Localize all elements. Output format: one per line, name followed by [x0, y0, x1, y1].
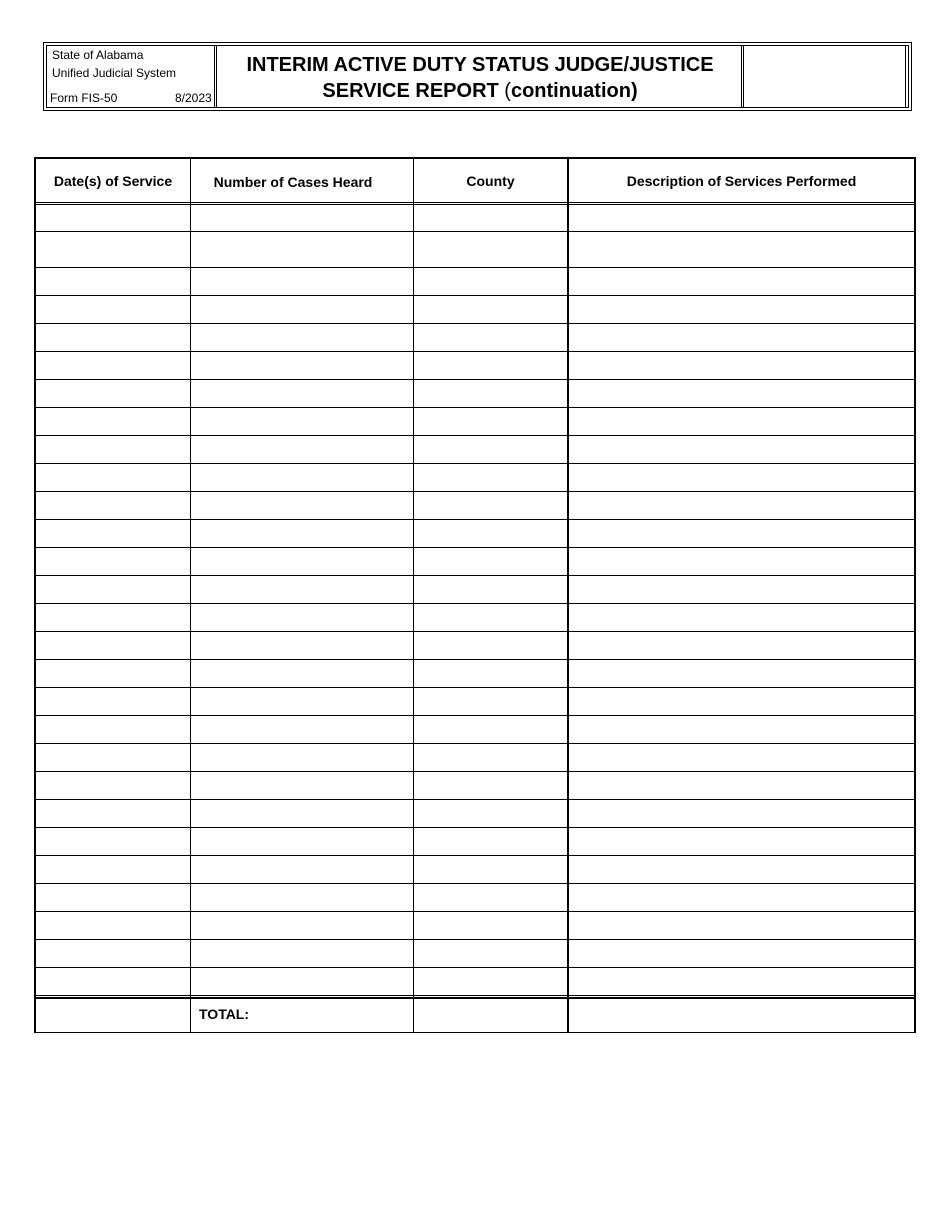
date-input-cell[interactable] [38, 604, 190, 630]
table-row [36, 828, 914, 854]
table-row [36, 856, 914, 882]
date-input-cell[interactable] [38, 688, 190, 714]
cases-input-cell[interactable] [193, 464, 412, 490]
cases-input-cell[interactable] [193, 688, 412, 714]
date-input-cell[interactable] [38, 800, 190, 826]
date-input-cell[interactable] [38, 296, 190, 322]
county-input-cell[interactable] [416, 912, 566, 938]
description-input-cell[interactable] [570, 856, 913, 882]
date-input-cell[interactable] [38, 828, 190, 854]
table-row [36, 436, 914, 462]
cases-input-cell[interactable] [193, 632, 412, 658]
county-input-cell[interactable] [416, 352, 566, 378]
date-input-cell[interactable] [38, 968, 190, 994]
description-input-cell[interactable] [570, 520, 913, 546]
county-input-cell[interactable] [416, 772, 566, 798]
county-input-cell[interactable] [416, 324, 566, 350]
cases-input-cell[interactable] [193, 408, 412, 434]
table-row [36, 206, 914, 230]
date-input-cell[interactable] [38, 492, 190, 518]
table-row [36, 800, 914, 826]
description-input-cell[interactable] [570, 352, 913, 378]
cases-input-cell[interactable] [193, 206, 412, 230]
county-input-cell[interactable] [416, 548, 566, 574]
county-input-cell[interactable] [416, 296, 566, 322]
cases-input-cell[interactable] [193, 856, 412, 882]
date-input-cell[interactable] [38, 660, 190, 686]
description-input-cell[interactable] [570, 548, 913, 574]
date-input-cell[interactable] [38, 940, 190, 966]
cases-input-cell[interactable] [193, 940, 412, 966]
date-input-cell[interactable] [38, 232, 190, 266]
date-input-cell[interactable] [38, 548, 190, 574]
column-header-county: County [466, 173, 515, 189]
cases-input-cell[interactable] [193, 520, 412, 546]
cases-input-cell[interactable] [193, 324, 412, 350]
county-input-cell[interactable] [416, 408, 566, 434]
county-input-cell[interactable] [416, 688, 566, 714]
column-header-dates: Date(s) of Service [53, 173, 173, 189]
header-divider-bottom [36, 204, 914, 205]
description-input-cell[interactable] [570, 884, 913, 910]
title-line-1: INTERIM ACTIVE DUTY STATUS JUDGE/JUSTICE [246, 54, 714, 76]
county-input-cell[interactable] [416, 632, 566, 658]
county-input-cell[interactable] [416, 800, 566, 826]
table-row [36, 548, 914, 574]
table-row [36, 268, 914, 294]
county-input-cell[interactable] [416, 716, 566, 742]
date-input-cell[interactable] [38, 352, 190, 378]
cases-input-cell[interactable] [193, 660, 412, 686]
case-number-box[interactable] [741, 46, 908, 107]
total-description-cell[interactable] [570, 999, 913, 1031]
system-label: Unified Judicial System [52, 66, 177, 80]
description-input-cell[interactable] [570, 464, 913, 490]
table-row [36, 296, 914, 322]
county-input-cell[interactable] [416, 576, 566, 602]
state-label: State of Alabama [52, 48, 144, 62]
table-row [36, 492, 914, 518]
date-input-cell[interactable] [38, 206, 190, 230]
table-row [36, 520, 914, 546]
title-line-2 [219, 78, 741, 104]
form-header [43, 42, 912, 111]
date-input-cell[interactable] [38, 324, 190, 350]
table-row [36, 772, 914, 798]
county-input-cell[interactable] [416, 520, 566, 546]
column-header-cases: Number of Cases Heard [213, 174, 373, 190]
form-header-inner [46, 45, 909, 108]
cases-input-cell[interactable] [193, 492, 412, 518]
description-input-cell[interactable] [570, 206, 913, 230]
date-input-cell[interactable] [38, 772, 190, 798]
cases-input-cell[interactable] [193, 744, 412, 770]
header-divider-top [36, 202, 914, 203]
description-input-cell[interactable] [570, 604, 913, 630]
table-row [36, 324, 914, 350]
cases-input-cell[interactable] [193, 604, 412, 630]
county-input-cell[interactable] [416, 380, 566, 406]
date-input-cell[interactable] [38, 744, 190, 770]
county-input-cell[interactable] [416, 884, 566, 910]
county-input-cell[interactable] [416, 744, 566, 770]
cases-input-cell[interactable] [193, 828, 412, 854]
county-input-cell[interactable] [416, 856, 566, 882]
table-row [36, 716, 914, 742]
date-input-cell[interactable] [38, 464, 190, 490]
table-row [36, 744, 914, 770]
table-row [36, 912, 914, 938]
description-input-cell[interactable] [570, 660, 913, 686]
table-row [36, 940, 914, 966]
cases-input-cell[interactable] [193, 800, 412, 826]
date-input-cell[interactable] [38, 856, 190, 882]
cases-input-cell[interactable] [193, 436, 412, 462]
description-input-cell[interactable] [570, 408, 913, 434]
date-input-cell[interactable] [38, 912, 190, 938]
county-input-cell[interactable] [416, 268, 566, 294]
date-input-cell[interactable] [38, 380, 190, 406]
form-number: Form FIS-50 [50, 91, 118, 105]
date-input-cell[interactable] [38, 436, 190, 462]
county-input-cell[interactable] [416, 604, 566, 630]
county-input-cell[interactable] [416, 492, 566, 518]
cases-input-cell[interactable] [193, 576, 412, 602]
date-input-cell[interactable] [38, 632, 190, 658]
county-input-cell[interactable] [416, 660, 566, 686]
date-input-cell[interactable] [38, 576, 190, 602]
title-line-2-paren: ( [504, 80, 511, 102]
form-id-box [47, 46, 217, 107]
description-input-cell[interactable] [570, 380, 913, 406]
description-input-cell[interactable] [570, 436, 913, 462]
table-row [36, 380, 914, 406]
table-row [36, 232, 914, 266]
date-input-cell[interactable] [38, 408, 190, 434]
date-input-cell[interactable] [38, 268, 190, 294]
cases-input-cell[interactable] [193, 268, 412, 294]
description-input-cell[interactable] [570, 716, 913, 742]
table-row [36, 660, 914, 686]
total-county-cell[interactable] [416, 999, 566, 1031]
total-cases-input[interactable] [260, 999, 412, 1031]
table-row [36, 632, 914, 658]
county-input-cell[interactable] [416, 828, 566, 854]
description-input-cell[interactable] [570, 324, 913, 350]
date-input-cell[interactable] [38, 884, 190, 910]
cases-input-cell[interactable] [193, 296, 412, 322]
description-input-cell[interactable] [570, 576, 913, 602]
table-row [36, 464, 914, 490]
table-row [36, 576, 914, 602]
table-right-border [914, 157, 916, 1033]
date-input-cell[interactable] [38, 520, 190, 546]
description-input-cell[interactable] [570, 268, 913, 294]
column-header-description: Description of Services Performed [626, 173, 857, 189]
cases-input-cell[interactable] [193, 232, 412, 266]
table-row [36, 604, 914, 630]
county-input-cell[interactable] [416, 940, 566, 966]
description-input-cell[interactable] [570, 632, 913, 658]
table-row [36, 884, 914, 910]
description-input-cell[interactable] [570, 800, 913, 826]
title-line-2-cont: continuation) [510, 80, 638, 102]
date-input-cell[interactable] [38, 716, 190, 742]
county-input-cell[interactable] [416, 206, 566, 230]
cases-input-cell[interactable] [193, 716, 412, 742]
cases-input-cell[interactable] [193, 884, 412, 910]
cases-input-cell[interactable] [193, 912, 412, 938]
description-input-cell[interactable] [570, 744, 913, 770]
cases-input-cell[interactable] [193, 548, 412, 574]
description-input-cell[interactable] [570, 772, 913, 798]
table-row [36, 352, 914, 378]
total-row-bottom-border [34, 1032, 916, 1033]
description-input-cell[interactable] [570, 968, 913, 994]
county-input-cell[interactable] [416, 968, 566, 994]
description-input-cell[interactable] [570, 232, 913, 266]
cases-input-cell[interactable] [193, 352, 412, 378]
description-input-cell[interactable] [570, 296, 913, 322]
total-label: TOTAL: [199, 1006, 250, 1022]
cases-input-cell[interactable] [193, 772, 412, 798]
title-line-2-bold: SERVICE REPORT [322, 80, 505, 102]
cases-input-cell[interactable] [193, 380, 412, 406]
description-input-cell[interactable] [570, 688, 913, 714]
table-row [36, 968, 914, 994]
form-title [219, 52, 741, 104]
description-input-cell[interactable] [570, 492, 913, 518]
table-row [36, 408, 914, 434]
county-input-cell[interactable] [416, 464, 566, 490]
row-separator [36, 995, 914, 996]
form-date: 8/2023 [175, 91, 212, 105]
description-input-cell[interactable] [570, 828, 913, 854]
cases-input-cell[interactable] [193, 968, 412, 994]
county-input-cell[interactable] [416, 232, 566, 266]
description-input-cell[interactable] [570, 940, 913, 966]
table-row [36, 688, 914, 714]
description-input-cell[interactable] [570, 912, 913, 938]
county-input-cell[interactable] [416, 436, 566, 462]
